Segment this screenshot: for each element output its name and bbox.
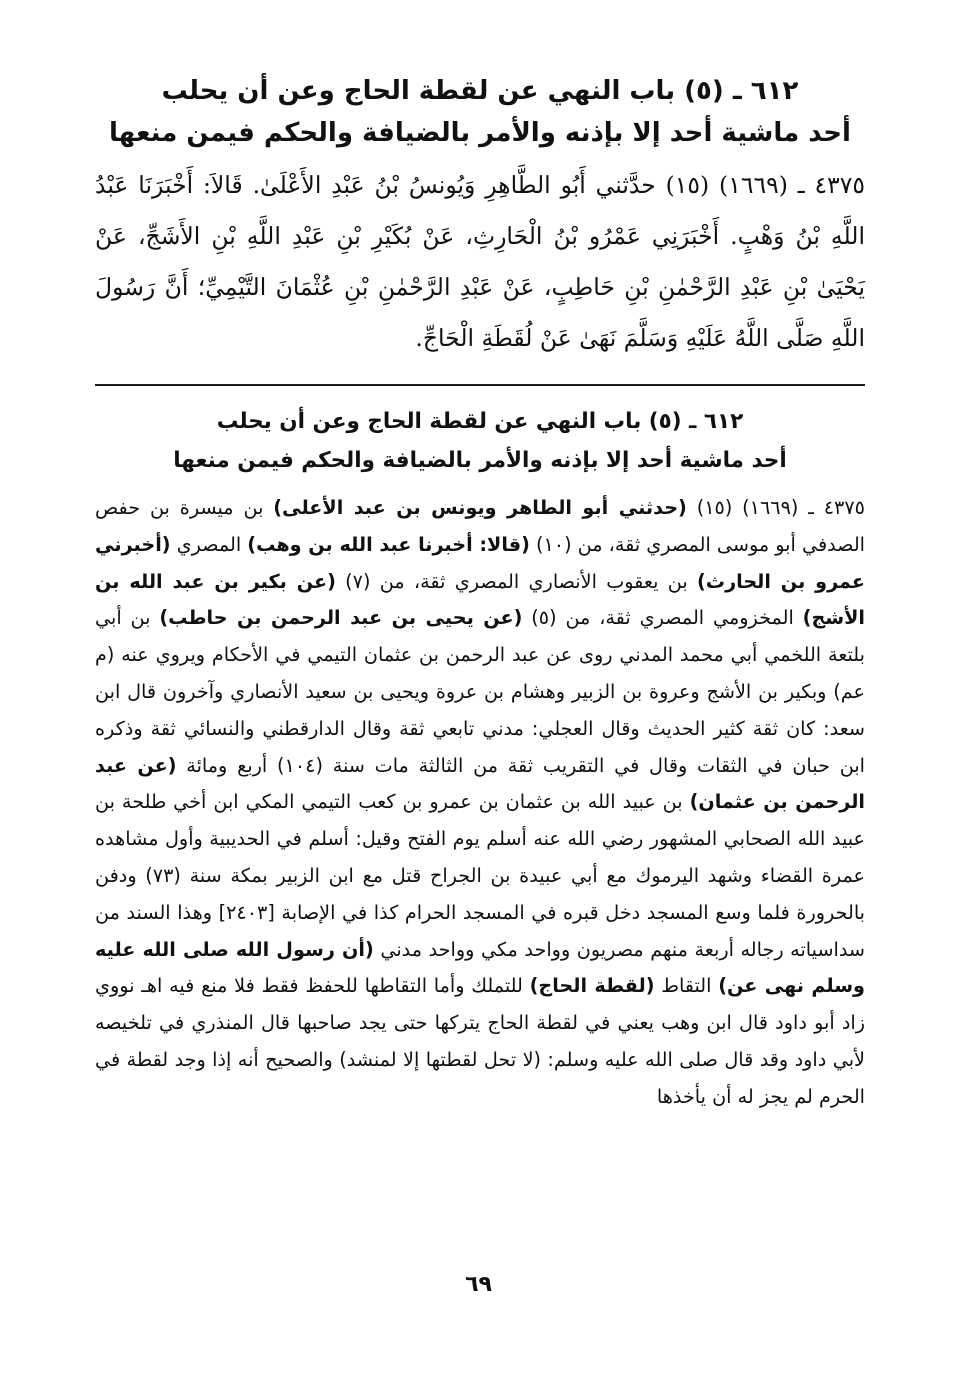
chapter-title-line-2: أحد ماشية أحد إلا بإذنه والأمر بالضيافة والحكم فيمن منعها — [109, 118, 851, 148]
quoted-hadith-text: (أن رسول الله صلى الله عليه وسلم نهى عن) — [95, 937, 865, 998]
chapter-heading — [95, 70, 865, 154]
quoted-hadith-text: (أخبرني عمرو بن الحارث) — [95, 532, 865, 593]
quoted-hadith-text: (قالا: أخبرنا عبد الله بن وهب) — [247, 532, 530, 556]
commentary-text: بن ميسرة بن حفص الصدفي أبو موسى المصري ثقة، من (١٠) — [95, 496, 865, 556]
quoted-hadith-text: (لقطة الحاج) — [529, 974, 655, 998]
quoted-hadith-text: (عن عبد الرحمن بن عثمان) — [95, 753, 865, 814]
hadith-text: ٤٣٧٥ ـ (١٦٦٩) (١٥) حدَّثني أَبُو الطَّاهِرِ وَيُونسُ بْنُ عَبْدِ الأَعْلَىٰ. قَالاَ: أَخْبَرَنَا عَبْدُ اللَّهِ بْنُ وَهْبٍ. أَخْبَرَنِي عَمْرُو بْنُ الْحَارِثِ، عَنْ بُكَيْرِ بْنِ عَبْدِ اللَّهِ بْنِ الأَشَجِّ، عَنْ يَحْيَىٰ بْنِ عَبْدِ الرَّحْمٰنِ بْنِ حَاطِبٍ، عَنْ عَبْدِ الرَّحْمٰنِ بْنِ عُثْمَانَ التَّيْمِيِّ؛ أَنَّ رَسُولَ اللَّهِ صَلَّى اللَّهُ عَلَيْهِ وَسَلَّمَ نَهَىٰ عَنْ لُقَطَةِ الْحَاجِّ. — [95, 171, 865, 352]
section-divider — [95, 384, 865, 386]
commentary-text: ٤٣٧٥ ـ (١٦٦٩) (١٥) — [686, 496, 865, 519]
quoted-hadith-text: (حدثني أبو الطاهر ويونس بن عبد الأعلى) — [273, 496, 687, 519]
quoted-hadith-text: (عن يحيى بن عبد الرحمن بن حاطب) — [159, 606, 523, 630]
page-number: ٦٩ — [465, 1272, 492, 1297]
commentary-text: بن عبيد الله بن عثمان بن عمرو بن كعب التيمي المكي ابن أخي طلحة بن عبيد الله الصحابي المشهور رضي الله عنه أسلم يوم الفتح وقيل: أسلم في الحديبية وأول مشاهده عمرة القضاء وشهد اليرموك مع أبي عبيدة بن الجراح قتل مع ابن الزبير بمكة سنة (٧٣) ودفن بالحرورة فلما وسع المسجد دخل قبره في المسجد الحرام كذا في الإصابة [٢٤٠٣] وهذا السند من سداسياته رجاله أربعة منهم مصريون وواحد مكي وواحد مدني — [95, 790, 866, 961]
commentary-text: بن أبي بلتعة اللخمي أبي محمد المدني روى عن عبد الرحمن بن عثمان التيمي في الأحكام ويروي عنه (م عم) وبكير بن الأشج وعروة بن الزبير وهشام بن عروة ويحيى بن سعيد الأنصاري وآخرون قال ابن سعد: كان ثقة كثير الحديث وقال العجلي: مدني تابعي ثقة وقال الدارقطني والنسائي ثقة وذكره ابن حبان في الثقات وقال في التقريب ثقة من الثالثة مات سنة (١٠٤) أربع ومائة — [95, 606, 865, 777]
quoted-hadith-text: (عن بكير بن عبد الله بن الأشج) — [95, 569, 866, 630]
commentary-heading — [95, 402, 865, 480]
commentary-text: المخزومي المصري ثقة، من (٥) — [522, 606, 803, 630]
commentary-text: التقاط — [654, 974, 719, 998]
commentary-text: المصري — [170, 532, 248, 556]
commentary-text: بن يعقوب الأنصاري المصري ثقة، من (٧) — [335, 569, 698, 593]
page-body — [95, 70, 865, 1116]
chapter-title-line-1: ٦١٢ ـ (٥) باب النهي عن لقطة الحاج وعن أن يحلب — [161, 76, 799, 106]
commentary-title-line-2: أحد ماشية أحد إلا بإذنه والأمر بالضيافة والحكم فيمن منعها — [173, 448, 787, 473]
commentary-title-line-1: ٦١٢ ـ (٥) باب النهي عن لقطة الحاج وعن أن يحلب — [216, 409, 744, 434]
commentary-text: للتملك وأما التقاطها للحفظ فقط فلا منع فيه اهـ نووي زاد أبو داود قال ابن وهب يعني في لقطة الحاج يتركها حتى يجد صاحبها قال المنذري في تلخيصه لأبي داود وقد قال صلى الله عليه وسلم: (لا تحل لقطتها إلا لمنشد) والصحيح أنه إذا وجد لقطة في الحرم لم يجز له أن يأخذها — [95, 974, 865, 1108]
commentary-paragraph — [95, 490, 865, 1116]
